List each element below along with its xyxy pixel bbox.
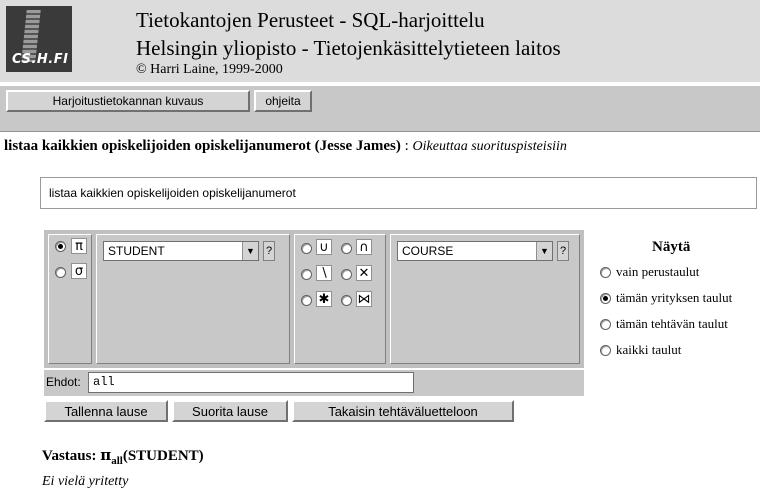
cartesian-product-radio[interactable] — [341, 269, 352, 280]
show-option-label: tämän tehtävän taulut — [616, 316, 728, 331]
show-option[interactable] — [616, 342, 681, 358]
show-option[interactable] — [616, 264, 699, 280]
run-statement-button[interactable]: Suorita lause — [172, 400, 288, 422]
show-option[interactable] — [616, 290, 732, 306]
table1-selected-value: STUDENT — [108, 244, 165, 258]
page-title: Tietokantojen Perusteet - SQL-harjoittelu — [136, 8, 485, 32]
intersection-icon: ∩ — [356, 239, 372, 255]
back-to-task-list-button[interactable]: Takaisin tehtäväluetteloon — [292, 400, 514, 422]
chevron-down-icon: ▼ — [536, 242, 552, 260]
task-heading — [4, 138, 567, 155]
table1-select[interactable] — [103, 241, 259, 261]
task-credit-note: Oikeuttaa suorituspisteisiin — [412, 139, 567, 154]
query-builder — [44, 230, 584, 368]
table2-panel — [390, 234, 580, 364]
projection-radio[interactable] — [55, 241, 66, 252]
union-radio[interactable] — [301, 243, 312, 254]
show-option-label: tämän yrityksen taulut — [616, 290, 733, 305]
conditions-label: Ehdot: — [46, 375, 81, 389]
show-option-radio[interactable] — [600, 267, 611, 278]
show-tables-title: Näytä — [652, 239, 691, 255]
cartesian-product-icon: ✕ — [356, 265, 372, 281]
answer-label: Vastaus: — [42, 448, 97, 464]
binary-operators-panel — [294, 234, 386, 364]
help-button[interactable]: ohjeita — [254, 90, 312, 112]
conditions-input[interactable]: all — [88, 372, 414, 393]
answer-line — [42, 446, 204, 467]
show-option-label: vain perustaulut — [616, 264, 700, 279]
show-option-radio[interactable] — [600, 293, 611, 304]
table2-select[interactable] — [397, 241, 553, 261]
page-subtitle: Helsingin yliopisto - Tietojenkäsittelytieteen laitos — [136, 36, 561, 60]
table1-help-button[interactable]: ? — [263, 241, 275, 261]
chevron-down-icon: ▼ — [242, 242, 258, 260]
table1-panel — [96, 234, 290, 364]
cs-helsinki-logo — [6, 6, 72, 72]
unary-operators-panel — [48, 234, 92, 364]
task-description-box: listaa kaikkien opiskelijoiden opiskelijanumerot — [40, 177, 757, 209]
join-radio[interactable] — [301, 295, 312, 306]
natural-join-icon: ⋈ — [357, 291, 371, 307]
show-option-radio[interactable] — [600, 319, 611, 330]
logo-text: CS.H.FI — [12, 52, 69, 67]
attempt-status: Ei vielä yritetty — [42, 474, 129, 489]
task-separator: : — [404, 138, 409, 154]
task-title: listaa kaikkien opiskelijoiden opiskelijanumerot — [4, 138, 311, 154]
table2-help-button[interactable]: ? — [557, 241, 569, 261]
projection-symbol: π — [100, 446, 112, 464]
natural-join-radio[interactable] — [341, 295, 352, 306]
show-option-radio[interactable] — [600, 345, 611, 356]
difference-radio[interactable] — [301, 269, 312, 280]
difference-icon: ∖ — [316, 265, 332, 281]
union-icon: ∪ — [316, 239, 332, 255]
task-author: (Jesse James) — [314, 138, 401, 154]
database-description-button[interactable]: Harjoitustietokannan kuvaus — [6, 90, 250, 112]
selection-radio[interactable] — [55, 267, 66, 278]
selection-icon: σ — [71, 263, 87, 279]
answer-relation: (STUDENT) — [122, 448, 204, 464]
intersection-radio[interactable] — [341, 243, 352, 254]
table2-selected-value: COURSE — [402, 244, 454, 258]
save-statement-button[interactable]: Tallenna lause — [44, 400, 168, 422]
projection-icon: π — [71, 238, 87, 254]
answer-subscript: all — [111, 455, 123, 467]
join-icon: ✱ — [316, 291, 332, 307]
show-option[interactable] — [616, 316, 728, 332]
show-option-label: kaikki taulut — [616, 342, 682, 357]
copyright-text: © Harri Laine, 1999-2000 — [136, 62, 283, 77]
